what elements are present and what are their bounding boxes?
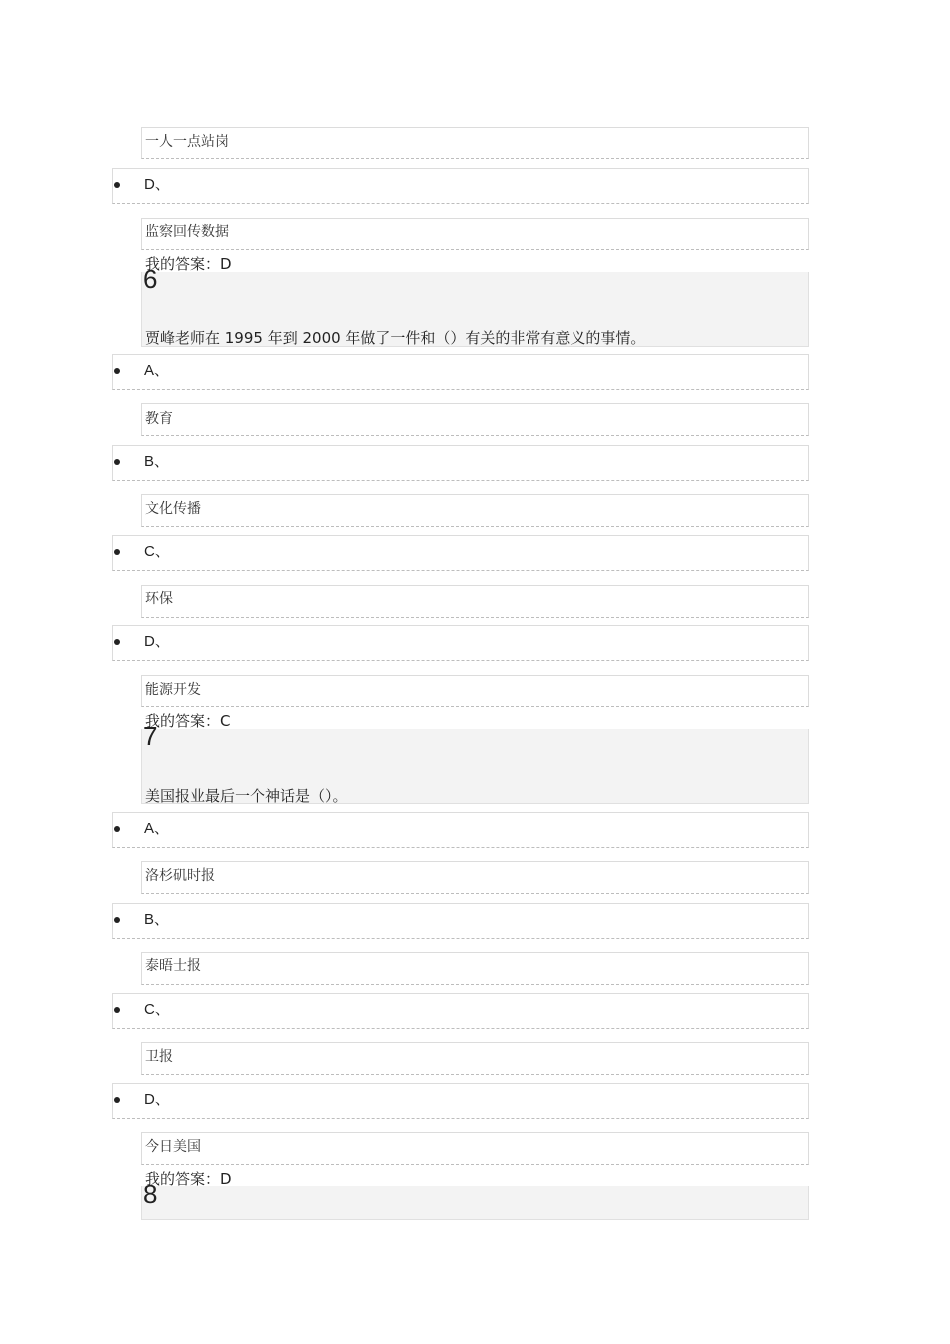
question-number: 7 — [143, 721, 158, 751]
question-number: 6 — [143, 264, 158, 294]
option-text-box — [141, 1042, 809, 1075]
option-text-box — [141, 218, 809, 250]
option-row[interactable] — [112, 812, 809, 848]
bullet-icon — [114, 459, 120, 465]
option-label: B、 — [144, 911, 170, 928]
option-label: D、 — [144, 176, 170, 193]
bullet-icon — [114, 826, 120, 832]
bullet-icon — [114, 1007, 120, 1013]
option-text-box — [141, 494, 809, 527]
option-text-box — [141, 675, 809, 707]
option-text: 文化传播 — [145, 501, 201, 517]
option-row[interactable] — [112, 993, 809, 1029]
bullet-icon — [114, 639, 120, 645]
option-label: A、 — [144, 362, 170, 379]
option-text-box — [141, 861, 809, 894]
option-text: 泰晤士报 — [145, 958, 201, 974]
option-row[interactable] — [112, 445, 809, 481]
question-text: 贾峰老师在 1995 年到 2000 年做了一件和（）有关的非常有意义的事情。 — [145, 329, 646, 347]
option-text-box — [141, 585, 809, 618]
option-text: 卫报 — [145, 1049, 173, 1065]
question-text: 美国报业最后一个神话是（）。 — [145, 787, 348, 805]
bullet-icon — [114, 1097, 120, 1103]
option-text: 能源开发 — [145, 682, 201, 698]
option-row[interactable] — [112, 1083, 809, 1119]
option-row[interactable] — [112, 168, 809, 204]
my-answer: 我的答案：D — [145, 255, 232, 273]
option-row[interactable] — [112, 354, 809, 390]
option-text-box — [141, 127, 809, 159]
bullet-icon — [114, 182, 120, 188]
option-label: D、 — [144, 1091, 170, 1108]
option-label: B、 — [144, 453, 170, 470]
option-label: A、 — [144, 820, 170, 837]
option-label: C、 — [144, 543, 170, 560]
bullet-icon — [114, 368, 120, 374]
option-text: 环保 — [145, 591, 173, 607]
option-text: 监察回传数据 — [145, 224, 229, 240]
option-text-box — [141, 1132, 809, 1165]
option-row[interactable] — [112, 903, 809, 939]
bullet-icon — [114, 917, 120, 923]
option-row[interactable] — [112, 535, 809, 571]
option-text-box — [141, 952, 809, 985]
option-text: 今日美国 — [145, 1139, 201, 1155]
option-text-box — [141, 403, 809, 436]
option-label: C、 — [144, 1001, 170, 1018]
option-text: 教育 — [145, 411, 173, 427]
option-text: 洛杉矶时报 — [145, 868, 215, 884]
my-answer: 我的答案：D — [145, 1170, 232, 1188]
option-label: D、 — [144, 633, 170, 650]
bullet-icon — [114, 549, 120, 555]
option-row[interactable] — [112, 625, 809, 661]
question-number: 8 — [143, 1179, 158, 1209]
my-answer: 我的答案：C — [145, 712, 231, 730]
option-text: 一人一点站岗 — [145, 134, 229, 150]
